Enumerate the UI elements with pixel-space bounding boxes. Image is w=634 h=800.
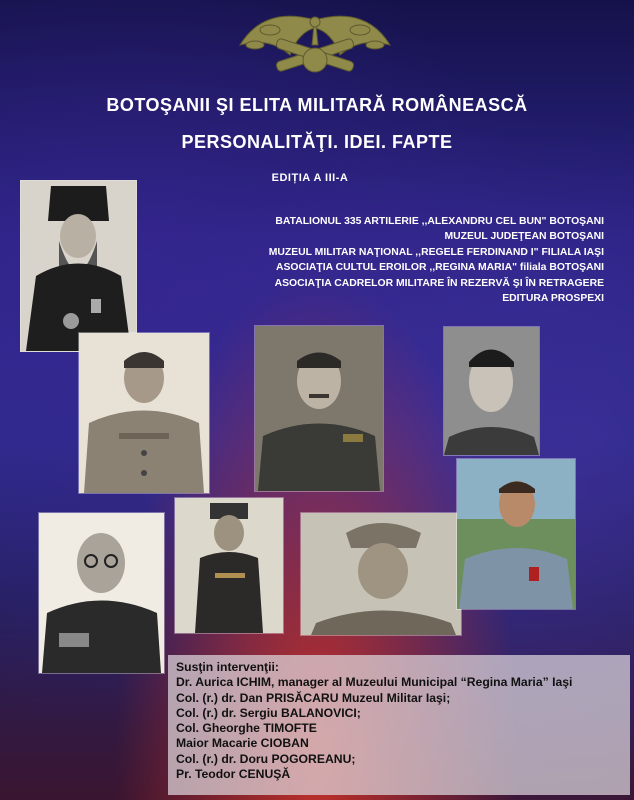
portrait-officer-2	[254, 325, 384, 492]
speaker-item: Col. (r.) dr. Dan PRISĂCARU Muzeul Militar Iaşi;	[176, 690, 451, 705]
edition-label: EDIȚIA A III-A	[271, 172, 349, 184]
portrait-officer-3	[443, 326, 540, 456]
speaker-item: Maior Macarie CIOBAN	[176, 736, 309, 751]
officer-portrait-icon	[79, 333, 209, 493]
pilot-portrait-icon	[457, 459, 575, 609]
speakers-panel	[168, 655, 630, 795]
portrait-pilot	[456, 458, 576, 610]
military-emblem-icon	[220, 0, 410, 82]
portrait-general-full	[174, 497, 284, 634]
organizers-list	[184, 214, 604, 306]
speaker-item: Col. (r.) dr. Doru POGOREANU;	[176, 751, 356, 766]
organizer-item: BATALIONUL 335 ARTILERIE ,,ALEXANDRU CEL BUN" BOTOŞANI	[275, 216, 604, 227]
officer-portrait-icon	[175, 498, 283, 633]
speaker-item: Col. (r.) dr. Sergiu BALANOVICI;	[176, 705, 361, 720]
speaker-item: Dr. Aurica ICHIM, manager al Muzeului Municipal “Regina Maria” Iaşi	[176, 675, 573, 690]
organizer-item: EDITURA PROSPEXI	[502, 293, 604, 305]
organizer-item: MUZEUL MILITAR NAŢIONAL ,,REGELE FERDINAND I" FILIALA IAŞI	[268, 246, 604, 258]
speaker-item: Col. Gheorghe TIMOFTE	[176, 721, 317, 736]
portrait-officer-cap	[300, 512, 462, 636]
speaker-item: Pr. Teodor CENUŞĂ	[176, 767, 291, 782]
event-title: BOTOŞANII ŞI ELITA MILITARĂ ROMÂNEASCĂ	[106, 95, 528, 115]
portrait-officer-1	[78, 332, 210, 494]
portrait-priest	[20, 180, 137, 352]
officer-portrait-icon	[444, 327, 539, 455]
organizer-item: ASOCIAŢIA CADRELOR MILITARE ÎN REZERVĂ ŞI ÎN RETRAGERE	[274, 277, 604, 289]
organizer-item: ASOCIAŢIA CULTUL EROILOR ,,REGINA MARIA" filiala BOTOŞANI	[275, 262, 604, 274]
speakers-heading: Susţin intervenţii:	[176, 660, 279, 674]
officer-portrait-icon	[255, 326, 383, 491]
officer-portrait-icon	[39, 513, 164, 673]
officer-portrait-icon	[301, 513, 461, 635]
bishop-portrait-icon	[21, 181, 136, 351]
organizer-item: MUZEUL JUDEŢEAN BOTOŞANI	[444, 231, 604, 243]
portrait-officer-glasses	[38, 512, 165, 674]
event-subtitle: PERSONALITĂŢI. IDEI. FAPTE	[181, 132, 453, 152]
